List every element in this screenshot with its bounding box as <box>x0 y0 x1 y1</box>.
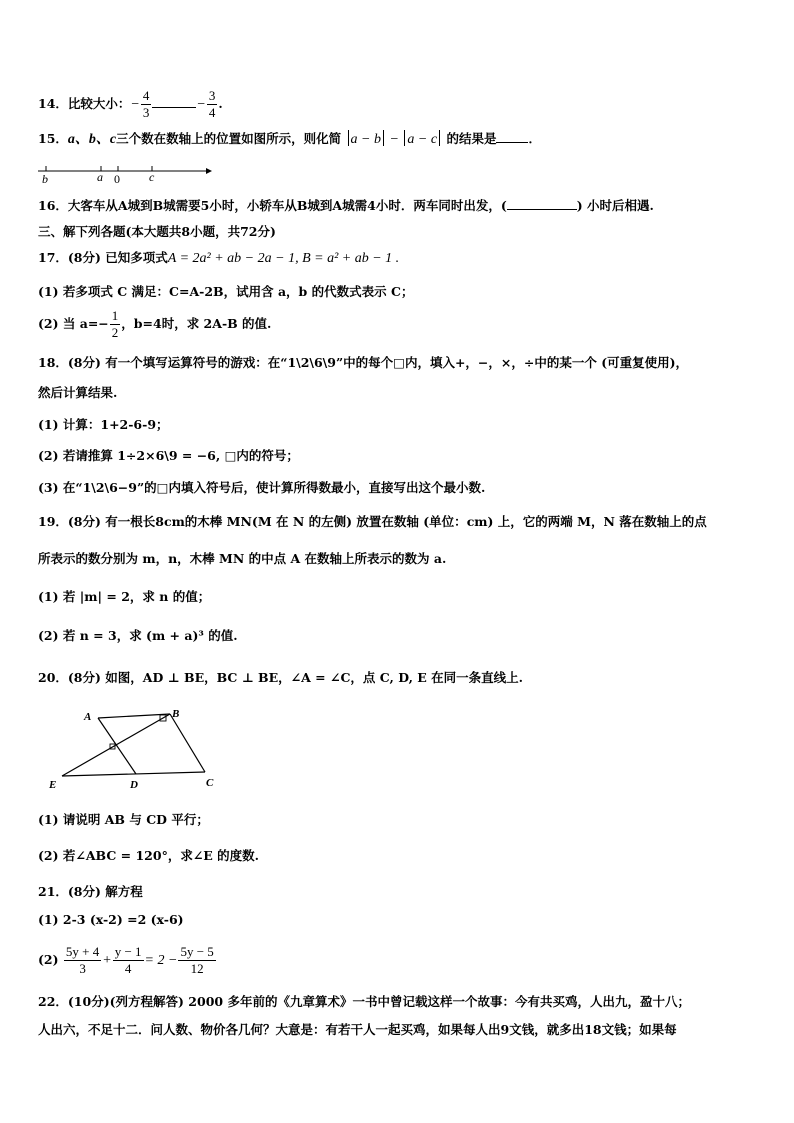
question-14: 14．比较大小：− $\frac{4}{3}$ − $\frac{3}{4}$ . <box>38 88 223 120</box>
q14-answer-blank[interactable] <box>152 107 196 108</box>
q20-geometry-figure <box>44 704 224 796</box>
q21-fraction-3: $\frac{5y - 5}{12}$ <box>180 944 214 976</box>
question-18-part-1: (1) 计算：1+2-6-9； <box>38 417 169 432</box>
q14-fraction-2: $\frac{3}{4}$ <box>208 88 216 120</box>
axis-label-zero: 0 <box>114 172 120 186</box>
question-17-part-1: (1) 若多项式 C 满足：C=A-2B，试用含 a，b 的代数式表示 C； <box>38 284 414 299</box>
question-22: 22．(10分)(列方程解答) 2000 多年前的《九章算术》一书中曾记载这样一个故事：今有共买鸡，人出九，盈十八； <box>38 994 690 1009</box>
question-20-part-2: (2) 若∠ABC = 120°，求∠E 的度数. <box>38 848 260 863</box>
question-19: 19．(8分) 有一根长8cm的木棒 MN(M 在 N 的左侧) 放置在数轴 (单位：cm) 上，它的两端 M，N 落在数轴上的点 <box>38 514 707 529</box>
question-19-line-2: 所表示的数分别为 m，n，木棒 MN 的中点 A 在数轴上所表示的数为 a. <box>38 551 447 566</box>
question-20-part-1: (1) 请说明 AB 与 CD 平行； <box>38 812 209 827</box>
q15-abs-expression: a − b − a − c <box>346 132 443 147</box>
q14-minus-1: − <box>130 97 140 112</box>
q16-answer-blank[interactable] <box>507 209 577 210</box>
point-label-E: E <box>49 779 57 791</box>
question-16: 16．大客车从A城到B城需要5小时，小轿车从B城到A城需4小时．两车同时出发，( ) 小时后相遇. <box>38 198 654 213</box>
question-22-line-2: 人出六，不足十二．问人数、物价各几何？大意是：有若干人一起买鸡，如果每人出9文钱，就多出18文钱；如果每 <box>38 1022 677 1037</box>
q14-label: 14．比较大小： <box>38 96 131 111</box>
question-15: 15．a、b、c三个数在数轴上的位置如图所示，则化简 a − b − a − c 的结果是 ． <box>38 131 541 147</box>
question-21-part-1: (1) 2-3 (x-2) =2 (x-6) <box>38 912 184 927</box>
question-18-line-2: 然后计算结果. <box>38 385 118 400</box>
point-label-B: B <box>172 708 180 720</box>
axis-label-b: b <box>42 172 48 186</box>
q15-number-line <box>36 162 216 186</box>
axis-label-a: a <box>97 170 103 184</box>
question-20: 20．(8分) 如图，AD ⊥ BE，BC ⊥ BE，∠A = ∠C，点 C, D, E 在同一条直线上. <box>38 670 524 685</box>
q17-fraction: $\frac{1}{2}$ <box>111 308 119 340</box>
question-19-part-1: (1) 若 |m| = 2，求 n 的值； <box>38 589 211 604</box>
axis-label-c: c <box>149 170 155 184</box>
q15-answer-blank[interactable] <box>496 142 528 143</box>
section-3-heading: 三、解下列各题(本大题共8小题，共72分) <box>38 224 276 239</box>
question-18: 18．(8分) 有一个填写运算符号的游戏：在“1\2\6\9”中的每个□内，填入+，−，×，÷中的某一个 (可重复使用)， <box>38 355 689 370</box>
question-18-part-2: (2) 若请推算 1÷2×6\9 = −6, □内的符号； <box>38 448 299 463</box>
question-18-part-3: (3) 在“1\2\6−9”的□内填入符号后，使计算所得数最小，直接写出这个最小数. <box>38 480 486 495</box>
point-label-A: A <box>84 711 92 723</box>
point-label-D: D <box>130 779 138 791</box>
question-21: 21．(8分) 解方程 <box>38 884 143 899</box>
q14-fraction-1: $\frac{4}{3}$ <box>142 88 150 120</box>
point-label-C: C <box>206 777 214 789</box>
q21-fraction-1: $\frac{5y + 4}{3}$ <box>65 944 100 976</box>
question-17: 17．(8分) 已知多项式A = 2a² + ab − 2a − 1, B = a² + ab − 1 . <box>38 250 400 266</box>
question-21-part-2: (2) $\frac{5y + 4}{3}$ + $\frac{y - 1}{4}$ = 2 − $\frac{5y - 5}{12}$ <box>38 944 214 976</box>
question-17-part-2: (2) 当 a=− $\frac{1}{2}$ ，b=4时，求 2A-B 的值. <box>38 308 272 340</box>
q17-formula: A = 2a² + ab − 2a − 1, B = a² + ab − 1 . <box>167 251 400 266</box>
q14-minus-2: − <box>196 97 206 112</box>
q21-fraction-2: $\frac{y - 1}{4}$ <box>114 944 142 976</box>
question-19-part-2: (2) 若 n = 3，求 (m + a)³ 的值. <box>38 628 238 643</box>
